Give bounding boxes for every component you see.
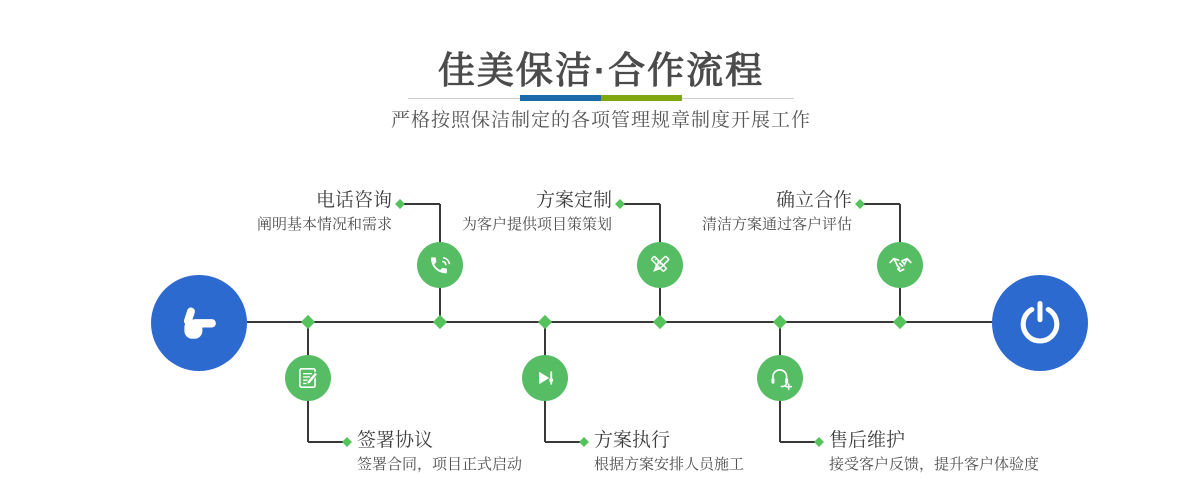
page-subtitle: 严格按照保洁制定的各项管理规章制度开展工作 [390,110,811,131]
step-node-execute [522,355,568,401]
label-diamond [855,199,865,209]
timeline-diamond [773,315,787,329]
step-label [612,190,852,235]
document-pen-icon [295,365,321,391]
step-title: 方案执行 [594,430,671,451]
step-node-service [757,355,803,401]
label-diamond [342,437,352,447]
pencil-ruler-icon [647,252,673,278]
start-endpoint [151,275,247,371]
step-title: 签署协议 [357,430,434,451]
pointing-hand-icon [172,296,226,350]
step-desc: 根据方案安排人员施工 [594,456,745,473]
page-title: 佳美保洁·合作流程 [437,50,765,91]
step-desc: 签署合同，项目正式启动 [357,456,523,473]
step-label [152,190,392,235]
end-endpoint [992,275,1088,371]
timeline-diamond [301,315,315,329]
title-divider-blue-segment [520,95,601,101]
timeline-diamond [538,315,552,329]
timeline-diamond [433,315,447,329]
step-title: 方案定制 [535,190,612,211]
headset-plus-icon [767,365,793,391]
step-desc: 阐明基本情况和需求 [256,216,392,233]
power-icon [1014,297,1066,349]
connector-elbow [860,203,900,205]
step-desc: 为客户提供项目策策划 [461,216,612,233]
step-node-cooperation [877,242,923,288]
step-title: 确立合作 [775,190,852,211]
step-label [829,430,1109,475]
phone-icon [427,252,453,278]
step-desc: 清洁方案通过客户评估 [701,216,852,233]
title-divider-green-segment [601,95,682,101]
timeline-diamond [893,315,907,329]
handshake-icon [887,252,914,279]
step-node-design [637,242,683,288]
step-title: 电话咨询 [315,190,392,211]
timeline-line [247,321,993,323]
step-node-phone [417,242,463,288]
step-label [372,190,612,235]
step-desc: 接受客户反馈，提升客户体验度 [829,456,1040,473]
step-node-sign [285,355,331,401]
step-title: 售后维护 [829,430,906,451]
timeline-diamond [653,315,667,329]
play-forward-icon [532,365,558,391]
